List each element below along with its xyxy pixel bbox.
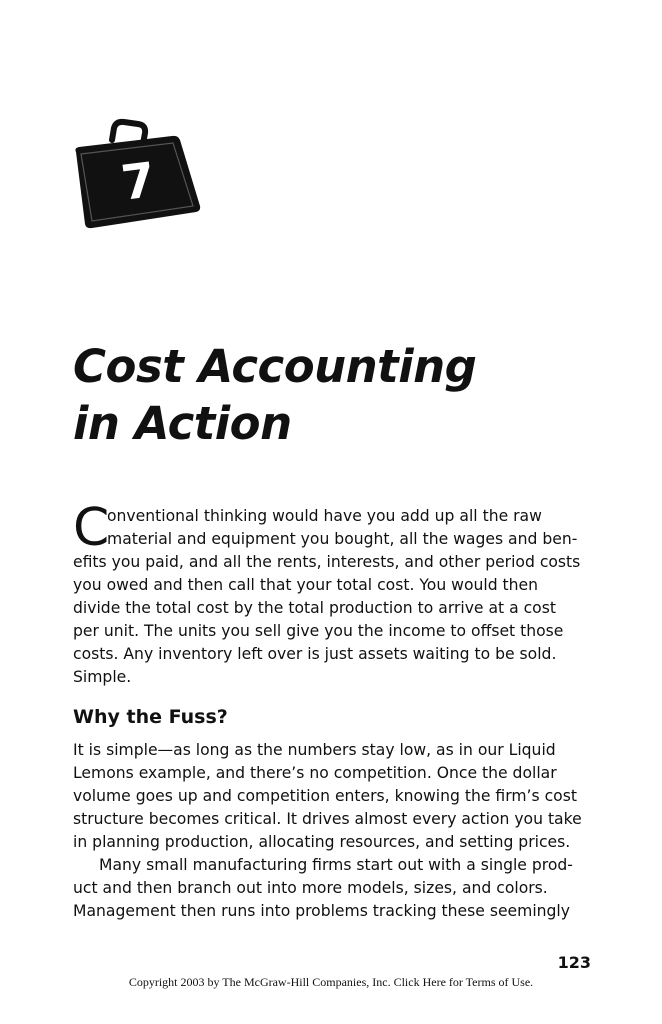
copyright-link[interactable]: Copyright 2003 by The McGraw-Hill Companies, Inc. Click Here for Terms of Use. xyxy=(128,975,534,989)
text-line: per unit. The units you sell give you the income to offset those xyxy=(73,622,564,640)
briefcase-icon xyxy=(72,118,202,233)
chapter-title-line-2: in Action xyxy=(73,397,292,450)
text-line: uct and then branch out into more models, sizes, and colors. xyxy=(73,879,548,897)
text-line: It is simple—as long as the numbers stay low, as in our Liquid xyxy=(73,741,556,759)
text-line: efits you paid, and all the rents, interests, and other period costs xyxy=(73,553,581,571)
chapter-title-line-1: Cost Accounting xyxy=(73,340,477,393)
text-line: you owed and then call that your total cost. You would then xyxy=(73,576,539,594)
text-line: in planning production, allocating resources, and setting prices. xyxy=(73,833,571,851)
text-line: material and equipment you bought, all the wages and ben- xyxy=(107,530,578,548)
text-line: Many small manufacturing firms start out with a single prod- xyxy=(99,856,573,874)
text-line: divide the total cost by the total production to arrive at a cost xyxy=(73,599,556,617)
text-line: onventional thinking would have you add up all the raw xyxy=(107,507,542,525)
section-paragraphs xyxy=(73,739,593,923)
intro-paragraph xyxy=(73,498,593,689)
text-line: Simple. xyxy=(73,668,132,686)
drop-cap: C xyxy=(73,498,110,558)
chapter-number: 7 xyxy=(118,152,159,212)
text-line: Lemons example, and there’s no competition. Once the dollar xyxy=(73,764,557,782)
chapter-briefcase-badge xyxy=(72,118,202,233)
text-line: structure becomes critical. It drives almost every action you take xyxy=(73,810,582,828)
section-heading: Why the Fuss? xyxy=(73,706,228,728)
text-line: Management then runs into problems tracking these seemingly xyxy=(73,902,570,920)
page-number: 123 xyxy=(557,953,591,972)
text-line: volume goes up and competition enters, knowing the firm’s cost xyxy=(73,787,577,805)
chapter-title xyxy=(73,338,476,452)
text-line: costs. Any inventory left over is just assets waiting to be sold. xyxy=(73,645,557,663)
